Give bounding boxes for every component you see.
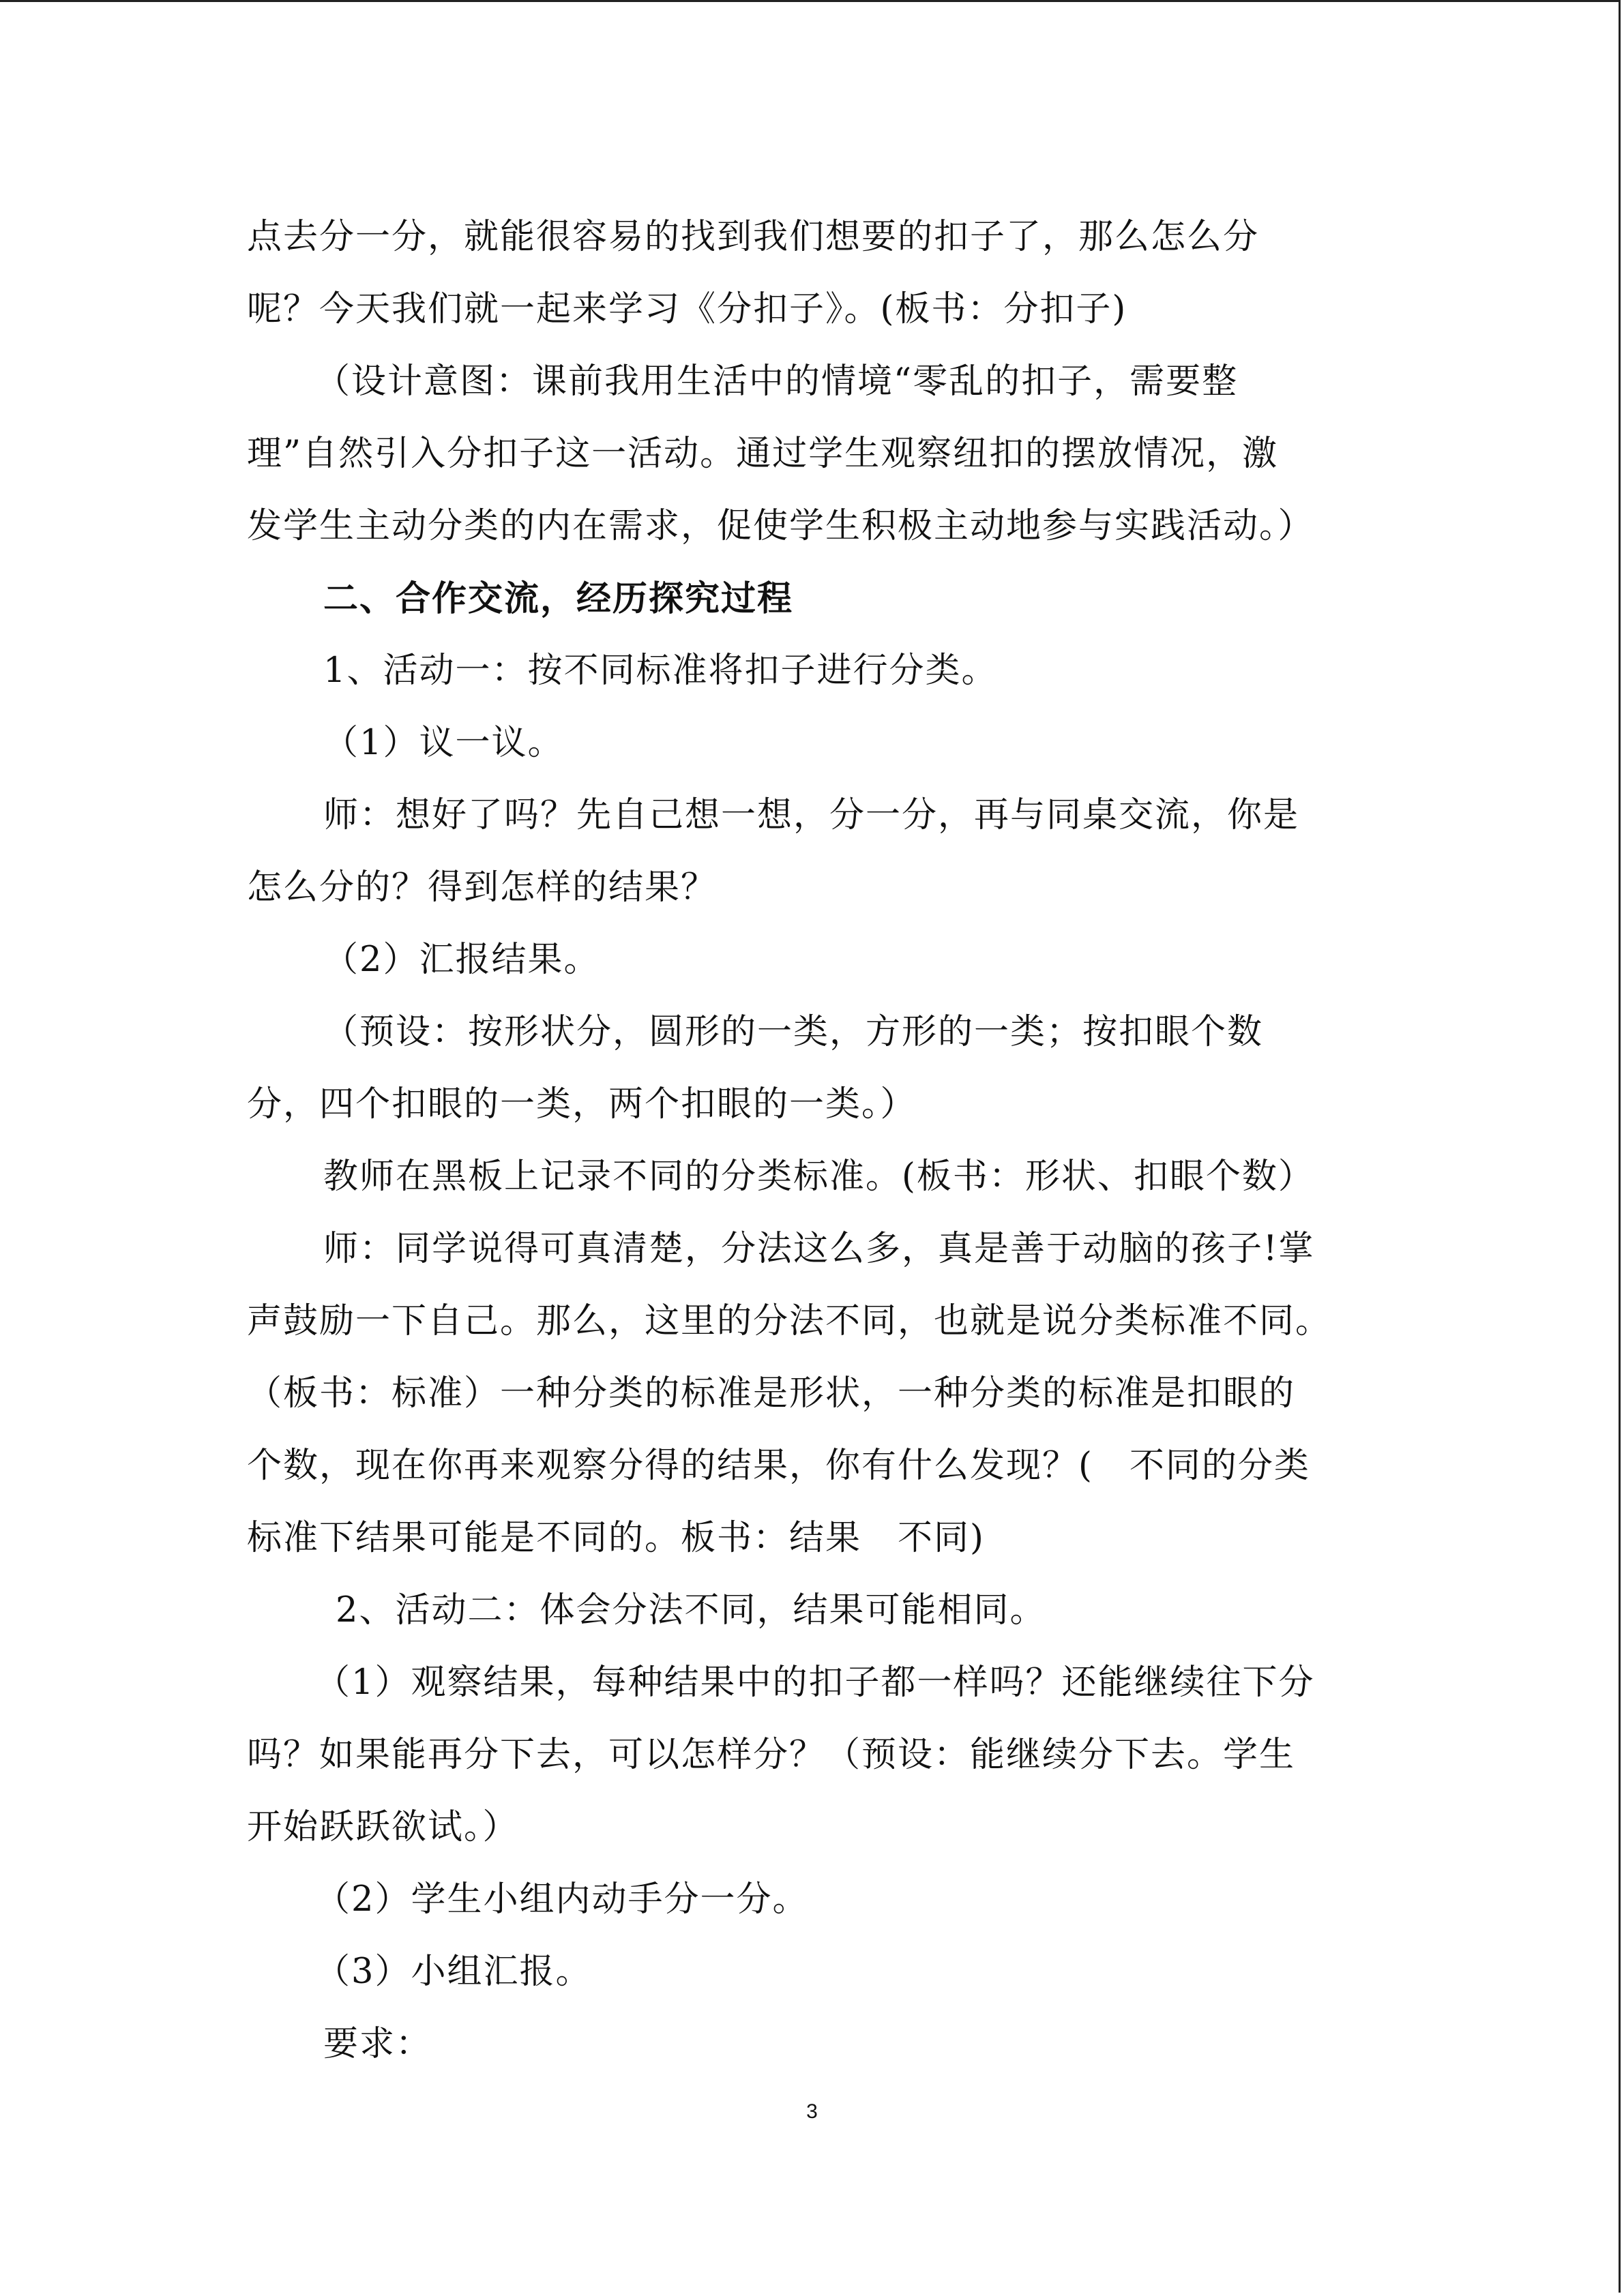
- text-line: （2）学生小组内动手分一分。: [315, 1879, 809, 1920]
- text-line: 呢？今天我们就一起来学习《分扣子》。(板书：分扣子): [247, 289, 1127, 329]
- text-line: 理”自然引入分扣子这一活动。通过学生观察纽扣的摆放情况，激: [247, 434, 1279, 474]
- text-line: （板书：标准）一种分类的标准是形状，一种分类的标准是扣眼的: [247, 1373, 1296, 1414]
- text-line: （预设：按形状分，圆形的一类，方形的一类；按扣眼个数: [323, 1012, 1264, 1052]
- text-line: （设计意图：课前我用生活中的情境“零乱的扣子，需要整: [315, 361, 1239, 402]
- text-line: （1）观察结果，每种结果中的扣子都一样吗？还能继续往下分: [315, 1663, 1315, 1703]
- text-line: 分，四个扣眼的一类，两个扣眼的一类。）: [247, 1084, 917, 1124]
- text-line: 师：想好了吗？先自己想一想，分一分，再与同桌交流，你是: [323, 795, 1300, 835]
- text-line: 1、活动一：按不同标准将扣子进行分类。: [323, 651, 998, 691]
- text-line: 个数，现在你再来观察分得的结果，你有什么发现？( 不同的分类: [247, 1446, 1310, 1486]
- text-line: 标准下结果可能是不同的。板书：结果 不同): [247, 1518, 985, 1558]
- text-line: 怎么分的？得到怎样的结果？: [247, 867, 718, 908]
- text-line: 要求：: [323, 2024, 432, 2064]
- page-number: 3: [806, 2100, 818, 2123]
- text-line: 师：同学说得可真清楚，分法这么多，真是善于动脑的孩子!掌: [323, 1229, 1315, 1269]
- text-line: 2、活动二：体会分法不同，结果可能相同。: [336, 1590, 1046, 1630]
- text-line: （2）汇报结果。: [323, 940, 600, 980]
- text-line: 发学生主动分类的内在需求，促使学生积极主动地参与实践活动。）: [247, 506, 1314, 546]
- text-line: 点去分一分，就能很容易的找到我们想要的扣子了，那么怎么分: [247, 217, 1260, 257]
- section-heading: 二、合作交流，经历探究过程: [323, 578, 794, 619]
- text-line: 开始跃跃欲试。）: [247, 1807, 519, 1847]
- text-line: 吗？如果能再分下去，可以怎样分？（预设：能继续分下去。学生: [247, 1735, 1296, 1775]
- text-line: （3）小组汇报。: [315, 1952, 592, 1992]
- text-line: （1）议一议。: [323, 723, 564, 763]
- text-line: 声鼓励一下自己。那么，这里的分法不同，也就是说分类标准不同。: [247, 1301, 1332, 1341]
- text-line: 教师在黑板上记录不同的分类标准。(板书：形状、扣眼个数）: [323, 1157, 1314, 1197]
